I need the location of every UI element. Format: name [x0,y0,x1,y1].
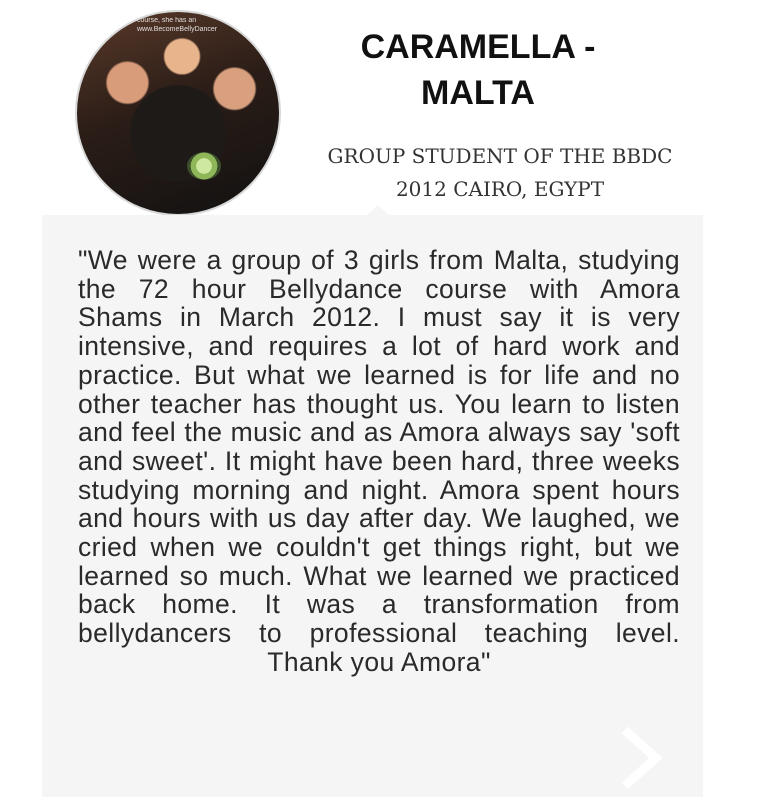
testimonial-quote: "We were a group of 3 girls from Malta, studying the 72 hour Bellydance course with Amora Shams in March 2012. I must say it is very intensive, and requires a lot of hard work and practice. But what we learned is for life and no other teacher has thought us. You learn to listen and feel the music and as Amora always say 'soft and sweet'. It might have been hard, three weeks studying morning and night. Amora spent hours and hours with us day after day. We laughed, we cried when we couldn't get things right, but we learned so much. What we learned we practiced back home. It was a transformation from bellydancers to professional teaching level. Thank you Amora" [78,245,680,677]
chevron-right-icon [622,727,662,789]
testimonial-subtitle [300,140,700,206]
subtitle-line-1: GROUP STUDENT OF THE BBDC [327,144,673,168]
avatar-brooch [187,152,221,180]
testimonial-avatar [75,10,281,216]
subtitle-line-2: 2012 CAIRO, EGYPT [395,177,605,201]
avatar-watermark: course, she has an www.BecomeBellyDancer [137,17,218,33]
next-slide-button[interactable] [612,718,672,797]
testimonial-name: CARAMELLA - MALTA [360,28,596,112]
